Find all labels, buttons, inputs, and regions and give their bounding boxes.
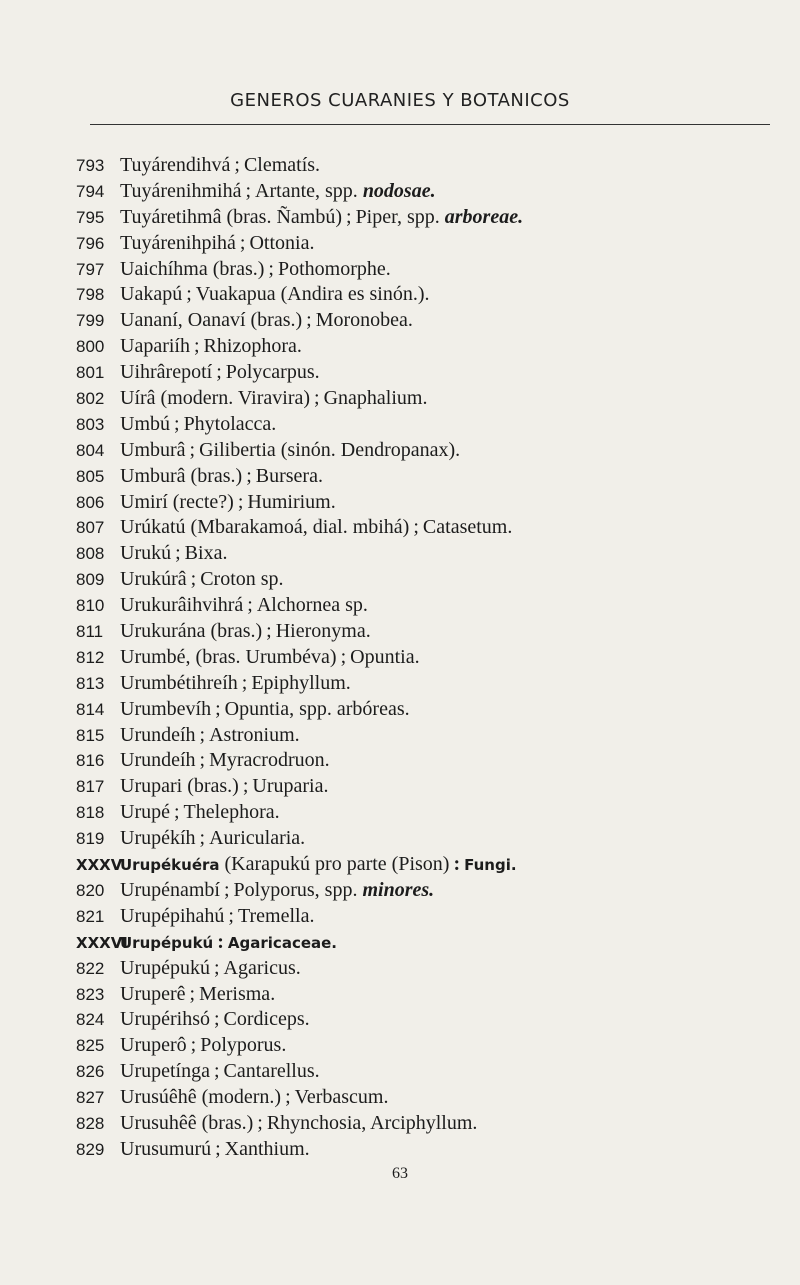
botanical-name: Gnaphalium.	[323, 387, 428, 410]
section-note: (Karapukú pro parte (Pison)	[224, 853, 450, 876]
entry-number: 820	[76, 880, 105, 900]
botanical-name: Polyporus, spp.	[233, 878, 358, 901]
entry-row	[76, 257, 786, 283]
entry-number: 817	[76, 777, 105, 797]
entry-number: 794	[76, 181, 105, 201]
botanical-name: Cantarellus.	[223, 1060, 320, 1083]
botanical-name: Xanthium.	[224, 1137, 310, 1160]
semicolon-separator: ;	[340, 645, 347, 668]
semicolon-separator: ;	[242, 775, 249, 798]
semicolon-separator: ;	[234, 154, 240, 176]
entry-number: 818	[76, 803, 105, 823]
semicolon-separator: ;	[199, 749, 206, 772]
botanical-name: Rhynchosia, Arciphyllum.	[266, 1111, 478, 1134]
guarani-name: Urukurâihvihrá	[120, 594, 244, 617]
entry-row	[76, 826, 786, 852]
entry-row	[76, 541, 786, 567]
section-botanical-name: Agaricaceae.	[227, 933, 338, 952]
entry-row	[76, 490, 786, 516]
botanical-name: Myracrodruon.	[209, 749, 330, 772]
entry-row	[76, 231, 786, 257]
semicolon-separator: ;	[228, 904, 234, 927]
entry-number: 796	[76, 233, 105, 253]
semicolon-separator: ;	[186, 283, 192, 306]
entry-row	[76, 723, 786, 749]
entry-row	[76, 179, 786, 205]
guarani-name: Uananí, Oanaví (bras.)	[120, 309, 303, 332]
semicolon-separator: ;	[199, 723, 206, 746]
semicolon-separator: ;	[245, 179, 252, 202]
semicolon-separator: ;	[413, 516, 419, 539]
botanical-name: Clematís.	[243, 154, 321, 176]
botanical-name: Piper, spp.	[355, 205, 440, 228]
entry-row	[76, 308, 786, 334]
guarani-name: Urupetínga	[120, 1060, 210, 1083]
botanical-qualifier: minores.	[362, 878, 435, 901]
semicolon-separator: ;	[257, 1111, 263, 1134]
entry-number: 827	[76, 1088, 105, 1108]
botanical-name: Polycarpus.	[225, 361, 320, 384]
entry-number: 807	[76, 518, 105, 538]
entry-row	[76, 878, 786, 904]
section-guarani-name: Urupépukú	[120, 933, 214, 952]
entry-number: 813	[76, 673, 105, 693]
entry-number: 815	[76, 725, 105, 745]
semicolon-separator: ;	[241, 671, 248, 694]
botanical-name: Humirium.	[247, 490, 336, 513]
botanical-name: Astronium.	[209, 723, 300, 746]
guarani-name: Uapariíh	[120, 335, 190, 358]
botanical-name: Gilibertia (sinón. Dendropanax).	[199, 438, 461, 461]
semicolon-separator: ;	[246, 464, 252, 487]
entry-row	[76, 386, 786, 412]
entry-number: 811	[76, 622, 104, 642]
entry-number: 797	[76, 259, 105, 279]
semicolon-separator: ;	[285, 1086, 291, 1109]
guarani-name: Uruperô	[120, 1034, 187, 1057]
entry-row	[76, 1137, 786, 1163]
guarani-name: Uaichíhma (bras.)	[120, 257, 265, 280]
guarani-name: Urupékíh	[120, 827, 196, 850]
entry-row	[76, 982, 786, 1008]
semicolon-separator: ;	[190, 568, 197, 591]
section-heading	[76, 930, 786, 956]
semicolon-separator: ;	[239, 231, 246, 254]
semicolon-separator: ;	[268, 257, 274, 280]
botanical-name: Moronobea.	[315, 309, 413, 332]
semicolon-separator: ;	[199, 827, 206, 850]
guarani-name: Urupénambí	[120, 878, 220, 901]
guarani-name: Urupépihahú	[120, 904, 225, 927]
entry-number: 802	[76, 389, 105, 409]
entry-number: XXXV	[76, 856, 123, 875]
entry-row	[76, 748, 786, 774]
entry-row	[76, 697, 786, 723]
guarani-name: Umirí (recte?)	[120, 490, 234, 513]
semicolon-separator: ;	[266, 620, 272, 643]
botanical-name: Tremella.	[237, 904, 315, 927]
botanical-name: Bixa.	[184, 542, 228, 565]
entry-row	[76, 1007, 786, 1033]
entry-number: 798	[76, 285, 105, 305]
entry-row	[76, 800, 786, 826]
semicolon-separator: ;	[223, 878, 230, 901]
entry-row	[76, 567, 786, 593]
header-rule	[90, 124, 770, 125]
running-head: GENEROS CUARANIES Y BOTANICOS	[230, 90, 570, 111]
entry-list	[76, 153, 786, 1163]
entry-number: 819	[76, 829, 105, 849]
botanical-name: Uruparia.	[252, 775, 329, 798]
entry-number: 799	[76, 311, 105, 331]
section-botanical-name: Fungi.	[464, 856, 517, 875]
entry-number: 828	[76, 1113, 105, 1133]
botanical-name: Rhizophora.	[203, 335, 302, 358]
guarani-name: Urukúrâ	[120, 568, 187, 591]
botanical-name: Bursera.	[255, 464, 323, 487]
guarani-name: Uakapú	[120, 283, 183, 306]
entry-number: 804	[76, 440, 105, 460]
semicolon-separator: ;	[216, 361, 222, 384]
guarani-name: Tuyárendihvá	[120, 154, 231, 176]
guarani-name: Urusuhêê (bras.)	[120, 1111, 254, 1134]
entry-row	[76, 619, 786, 645]
entry-number: 821	[76, 906, 105, 926]
entry-row	[76, 956, 786, 982]
guarani-name: Tuyárenihpihá	[120, 231, 236, 254]
entry-row	[76, 1033, 786, 1059]
guarani-name: Urukú	[120, 542, 172, 565]
page-number: 63	[392, 1165, 408, 1182]
entry-number: 824	[76, 1010, 105, 1030]
entry-number: 795	[76, 207, 105, 227]
colon-separator: :	[453, 853, 461, 876]
entry-row	[76, 334, 786, 360]
entry-number: 826	[76, 1062, 105, 1082]
entry-number: 816	[76, 751, 105, 771]
semicolon-separator: ;	[314, 387, 320, 410]
semicolon-separator: ;	[193, 335, 200, 358]
botanical-name: Polyporus.	[200, 1034, 287, 1057]
botanical-name: Croton sp.	[200, 568, 284, 591]
entry-row	[76, 671, 786, 697]
botanical-name: Epiphyllum.	[251, 671, 351, 694]
entry-row	[76, 360, 786, 386]
semicolon-separator: ;	[189, 438, 196, 461]
entry-number: 814	[76, 699, 105, 719]
botanical-name: Opuntia.	[350, 645, 420, 668]
botanical-name: Vuakapua (Andira es sinón.).	[195, 283, 430, 306]
entry-number: 812	[76, 647, 105, 667]
guarani-name: Urundeíh	[120, 749, 196, 772]
semicolon-separator: ;	[213, 956, 220, 979]
entry-number: 805	[76, 466, 105, 486]
entry-number: 801	[76, 363, 105, 383]
guarani-name: Uírâ (modern. Viravira)	[120, 387, 311, 410]
semicolon-separator: ;	[213, 1008, 220, 1031]
semicolon-separator: ;	[173, 801, 180, 824]
botanical-name: Verbascum.	[294, 1086, 389, 1109]
botanical-name: Phytolacca.	[183, 412, 277, 435]
colon-separator: :	[217, 930, 224, 953]
botanical-name: Thelephora.	[183, 801, 280, 824]
guarani-name: Umburâ (bras.)	[120, 464, 243, 487]
semicolon-separator: ;	[346, 205, 352, 228]
entry-number: 829	[76, 1139, 105, 1159]
botanical-name: Agaricus.	[223, 956, 301, 979]
guarani-name: Urumbétihreíh	[120, 671, 238, 694]
guarani-name: Umbú	[120, 412, 170, 435]
guarani-name: Urupépukú	[120, 956, 210, 979]
entry-row	[76, 645, 786, 671]
semicolon-separator: ;	[247, 594, 253, 617]
entry-row	[76, 282, 786, 308]
entry-number: XXXVI	[76, 933, 128, 952]
entry-row	[76, 904, 786, 930]
entry-row	[76, 464, 786, 490]
semicolon-separator: ;	[306, 309, 312, 332]
guarani-name: Urúkatú (Mbarakamoá, dial. mbihá)	[120, 516, 410, 539]
guarani-name: Urupari (bras.)	[120, 775, 239, 798]
entry-number: 810	[76, 596, 105, 616]
semicolon-separator: ;	[213, 1060, 220, 1083]
entry-row	[76, 205, 786, 231]
botanical-name: Opuntia, spp. arbóreas.	[224, 697, 410, 720]
guarani-name: Tuyáretihmâ (bras. Ñambú)	[120, 205, 342, 228]
entry-number: 809	[76, 570, 105, 590]
section-guarani-name: Urupékuéra	[120, 856, 220, 875]
guarani-name: Uihrârepotí	[120, 361, 213, 384]
botanical-name: Merisma.	[199, 982, 276, 1005]
botanical-name: Pothomorphe.	[277, 257, 391, 280]
semicolon-separator: ;	[215, 697, 221, 720]
guarani-name: Tuyárenihmihá	[120, 179, 242, 202]
entry-number: 793	[76, 156, 105, 175]
semicolon-separator: ;	[189, 982, 196, 1005]
semicolon-separator: ;	[175, 542, 181, 565]
botanical-name: Hieronyma.	[275, 620, 371, 643]
semicolon-separator: ;	[237, 490, 244, 513]
botanical-qualifier: arboreae.	[444, 205, 524, 228]
entry-row	[76, 1085, 786, 1111]
entry-row	[76, 1059, 786, 1085]
guarani-name: Urusumurú	[120, 1137, 212, 1160]
entry-number: 806	[76, 492, 105, 512]
botanical-name: Alchornea sp.	[256, 594, 368, 617]
guarani-name: Urukurána (bras.)	[120, 620, 263, 643]
entry-row	[76, 774, 786, 800]
entry-row	[76, 593, 786, 619]
entry-number: 800	[76, 337, 105, 357]
section-heading	[76, 852, 786, 878]
botanical-qualifier: nodosae.	[362, 179, 436, 202]
guarani-name: Urupé	[120, 801, 170, 824]
guarani-name: Umburâ	[120, 438, 186, 461]
botanical-name: Catasetum.	[422, 516, 513, 539]
entry-number: 808	[76, 544, 105, 564]
entry-row	[76, 1111, 786, 1137]
entry-row	[76, 515, 786, 541]
entry-number: 825	[76, 1036, 105, 1056]
entry-number: 823	[76, 984, 105, 1004]
botanical-name: Ottonia.	[249, 231, 315, 254]
entry-number: 822	[76, 958, 105, 978]
semicolon-separator: ;	[174, 412, 180, 435]
guarani-name: Urumbé, (bras. Urumbéva)	[120, 645, 337, 668]
guarani-name: Uruperê	[120, 982, 186, 1005]
guarani-name: Urupérihsó	[120, 1008, 210, 1031]
guarani-name: Urumbevíh	[120, 697, 212, 720]
botanical-name: Cordiceps.	[223, 1008, 310, 1031]
entry-row	[76, 153, 786, 179]
entry-number: 803	[76, 414, 105, 434]
entry-row	[76, 412, 786, 438]
guarani-name: Urundeíh	[120, 723, 196, 746]
guarani-name: Urusúêhê (modern.)	[120, 1086, 282, 1109]
semicolon-separator: ;	[190, 1034, 197, 1057]
semicolon-separator: ;	[215, 1137, 221, 1160]
entry-row	[76, 438, 786, 464]
botanical-name: Artante, spp.	[255, 179, 358, 202]
botanical-name: Auricularia.	[209, 827, 306, 850]
